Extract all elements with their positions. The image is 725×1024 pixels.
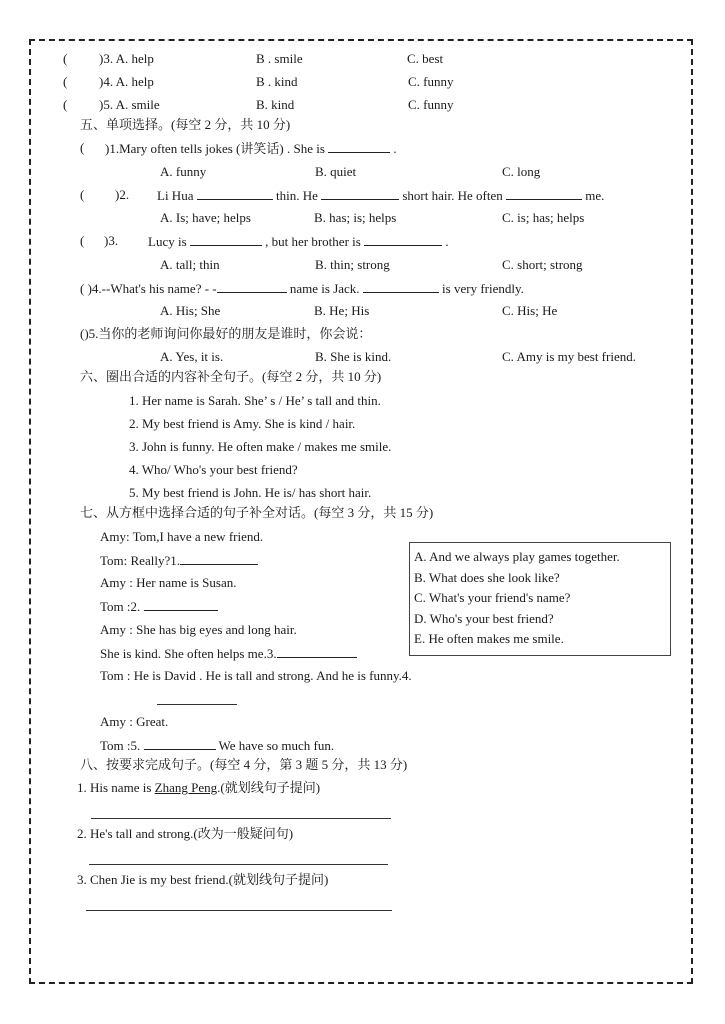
text-part: me. (585, 188, 605, 203)
circle-item[interactable]: 1. Her name is Sarah. She’ s / He’ s tall and thin. (129, 393, 381, 408)
fill-blank[interactable] (197, 187, 273, 200)
fill-blank-2[interactable] (144, 598, 218, 611)
fill-blank[interactable] (328, 140, 390, 153)
answer-line-1[interactable] (91, 818, 391, 819)
option-a: A. His; She (160, 303, 221, 318)
option-a: )5. A. smile (99, 97, 160, 112)
dialogue-line: Amy: Tom,I have a new friend. (100, 529, 264, 544)
option-item: E. He often makes me smile. (414, 631, 564, 646)
option-c: C. His; He (502, 303, 558, 318)
option-c: C. funny (408, 97, 454, 112)
option-b: B. She is kind. (315, 349, 392, 364)
question-suffix: . (393, 141, 397, 156)
option-b: B. quiet (315, 164, 357, 179)
option-item: D. Who's your best friend? (414, 610, 554, 626)
options-box (409, 542, 671, 656)
dialogue-line (100, 598, 218, 615)
underlined-phrase: Zhang Peng (154, 780, 218, 795)
question-instruction: .(就划线句子提问) (217, 780, 321, 795)
fill-blank-5[interactable] (144, 737, 216, 750)
option-c: C. best (407, 51, 444, 66)
text-part: short hair. He often (402, 188, 503, 203)
section7-title: 七、从方框中选择合适的句子补全对话。(每空 3 分，共 15 分) (80, 505, 434, 520)
text-part: is very friendly. (442, 281, 524, 296)
option-item: B. What does she look like? (414, 569, 560, 585)
fill-blank-4[interactable] (157, 704, 237, 705)
fill-blank[interactable] (190, 233, 262, 246)
text-part: , but her brother is (265, 234, 361, 249)
dialogue-line (100, 645, 357, 662)
fill-blank[interactable] (506, 187, 582, 200)
answer-paren[interactable]: ( (80, 140, 85, 155)
circle-item[interactable]: 3. John is funny. He often make / makes me smile. (129, 439, 392, 454)
option-b: B. thin; strong (315, 257, 390, 272)
question-text (148, 233, 449, 250)
dialogue-line: Amy : Great. (100, 714, 169, 729)
option-c: C. Amy is my best friend. (502, 349, 636, 364)
dialogue-line: Amy : She has big eyes and long hair. (100, 622, 297, 637)
question-prefix: )1.Mary often tells jokes (讲笑话) . She is (105, 141, 325, 156)
question-text (80, 280, 524, 297)
text-part: ( )4.--What's his name? - - (80, 281, 217, 296)
circle-item[interactable]: 5. My best friend is John. He is/ has short hair. (129, 485, 372, 500)
option-b: B . smile (256, 51, 303, 66)
text-part: thin. He (275, 188, 318, 203)
dialogue-line (100, 552, 258, 569)
dialogue-text: We have so much fun. (218, 738, 335, 753)
option-item: A. And we always play games together. (414, 549, 620, 564)
answer-paren[interactable]: ( (63, 51, 68, 66)
option-c: C. long (502, 164, 541, 179)
dialogue-line: Tom : He is David . He is tall and strong. And he is funny.4. (100, 668, 412, 683)
option-b: B . kind (256, 74, 298, 89)
section8-title: 八、按要求完成句子。(每空 4 分，第 3 题 5 分，共 13 分) (80, 757, 408, 772)
dialogue-line (100, 737, 334, 754)
answer-line-2[interactable] (89, 864, 388, 865)
answer-paren[interactable]: ( (63, 97, 68, 112)
option-a: )4. A. help (99, 74, 154, 89)
question-number: )3. (104, 233, 119, 248)
option-a: A. funny (160, 164, 207, 179)
text-part: Li Hua (157, 188, 194, 203)
answer-line-3[interactable] (86, 910, 392, 911)
section5-title: 五、单项选择。(每空 2 分，共 10 分) (80, 117, 291, 132)
question-number: )2. (115, 187, 130, 202)
fill-blank[interactable] (363, 280, 439, 293)
answer-paren[interactable]: ( (63, 74, 68, 89)
circle-item[interactable]: 2. My best friend is Amy. She is kind / hair. (129, 416, 356, 431)
rewrite-question-3: 3. Chen Jie is my best friend.(就划线句子提问) (77, 872, 329, 887)
dialogue-text: Tom :5. (100, 738, 141, 753)
question-text: ()5.当你的老师询问你最好的朋友是谁时，你会说： (80, 326, 372, 341)
dialogue-text: Tom :2. (100, 599, 141, 614)
question-text (157, 187, 604, 204)
dialogue-text: She is kind. She often helps me.3. (100, 646, 277, 661)
text-part: Lucy is (148, 234, 187, 249)
fill-blank-3[interactable] (277, 645, 357, 658)
text-part: name is Jack. (289, 281, 360, 296)
question-text (105, 140, 397, 157)
fill-blank[interactable] (217, 280, 287, 293)
option-a: )3. A. help (99, 51, 154, 66)
dialogue-text: Tom: Really?1. (100, 553, 180, 568)
question-text: 1. His name is (77, 780, 155, 795)
fill-blank[interactable] (321, 187, 399, 200)
answer-paren[interactable]: ( (80, 187, 85, 202)
dialogue-line: Amy : Her name is Susan. (100, 575, 237, 590)
section6-title: 六、圈出合适的内容补全句子。(每空 2 分，共 10 分) (80, 369, 382, 384)
option-c: C. short; strong (502, 257, 583, 272)
text-part: . (445, 234, 449, 249)
option-b: B. has; is; helps (314, 210, 397, 225)
option-c: C. funny (408, 74, 454, 89)
option-item: C. What's your friend's name? (414, 590, 571, 605)
option-a: A. Yes, it is. (160, 349, 224, 364)
answer-paren[interactable]: ( (80, 233, 85, 248)
rewrite-question-1 (77, 780, 320, 796)
option-b: B. kind (256, 97, 295, 112)
circle-item[interactable]: 4. Who/ Who's your best friend? (129, 462, 298, 477)
option-a: A. Is; have; helps (160, 210, 251, 225)
option-c: C. is; has; helps (502, 210, 585, 225)
fill-blank-1[interactable] (180, 552, 258, 565)
fill-blank[interactable] (364, 233, 442, 246)
option-b: B. He; His (314, 303, 370, 318)
option-a: A. tall; thin (160, 257, 220, 272)
rewrite-question-2: 2. He's tall and strong.(改为一般疑问句) (77, 826, 294, 841)
